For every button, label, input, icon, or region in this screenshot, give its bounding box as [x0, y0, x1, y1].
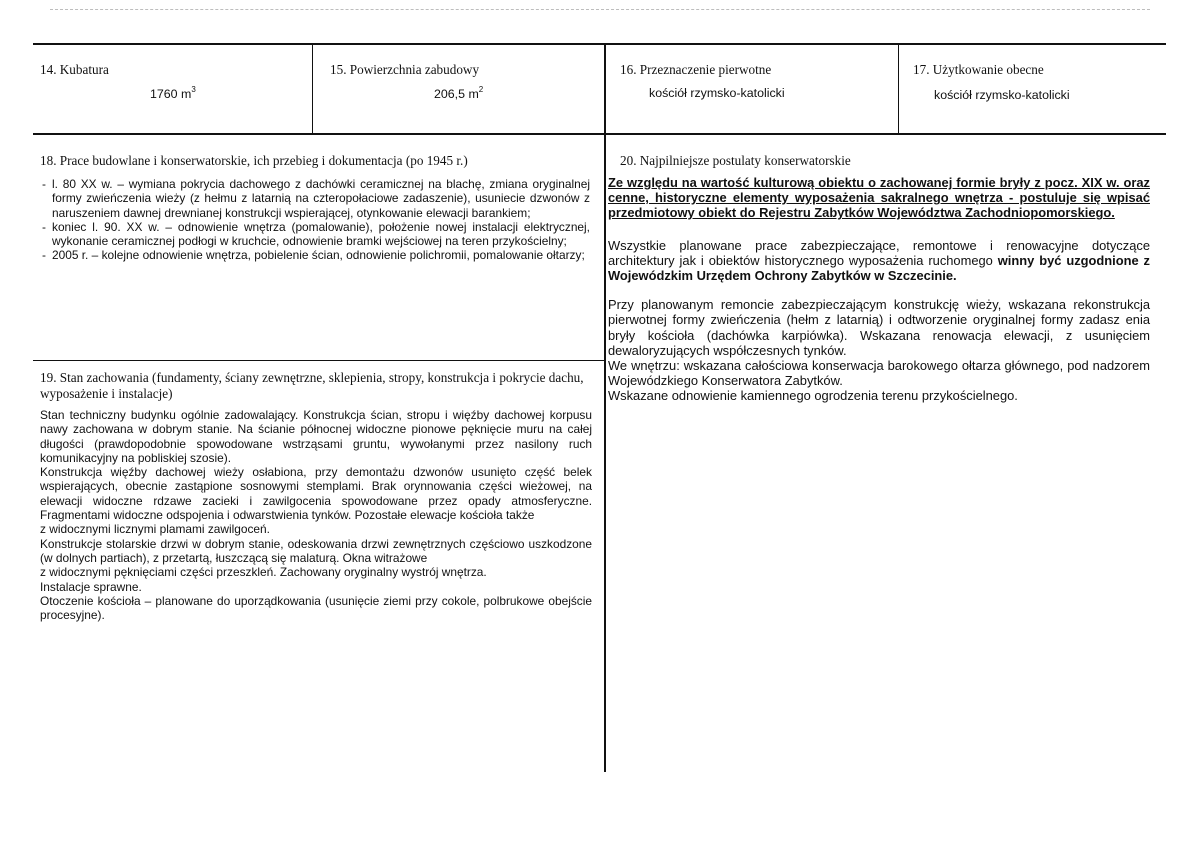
col-divider-3 — [898, 44, 899, 134]
col-divider-1 — [312, 44, 313, 134]
paragraph: z widocznymi licznymi plamami zawilgoceń. — [40, 522, 270, 537]
section18-list — [40, 177, 590, 263]
section19-title-text: 19. Stan zachowania (fundamenty, ściany zewnętrzne, sklepienia, stropy, konstrukcja i pokrycie dachu, wyposażenie i instalacje) — [40, 370, 584, 401]
postulate-paragraph-2-bold: winny być uzgodnione z Wojewódzkim Urzędem Ochrony Zabytków w Szczecinie. — [608, 252, 1150, 284]
przeznaczenie-value: kościół rzymsko-katolicki — [649, 86, 785, 100]
postulate-paragraph-2 — [608, 238, 1150, 284]
list-item: - l. 80 XX w. – wymiana pokrycia dachowego z dachówki ceramicznej na blachę, zmiana oryginalnej formy zwieńczenia wieży (z hełmu z latarnią na czteropołaciowe zadaszenie), usuniecie dzwonów z naruszeniem dawnej drewnianej konstrukcji wspierającej, otynkowanie elewacji barankiem; — [40, 177, 590, 220]
postulate-paragraph-3: Przy planowanym remoncie zabezpieczającym konstrukcję wieży, wskazana rekonstrukcja pierwotnej formy zwieńczenia (hełm z latarnią) i odtworzenie oryginalnej formy zadasz enia bryły kościoła (dachówka karpiówka). Wskazana renowacja elewacji, z usunięciem dewaloryzujących współczesnych tynków. — [608, 297, 1150, 358]
postulate-highlight: Ze względu na wartość kulturową obiektu o zachowanej formie bryły z pocz. XIX w. oraz cenne, historyczne elementy wyposażenia sakralnego wnętrza - postuluje się wpisać przedmiotowy obiekt do Rejestru Zabytków Województwa Zachodniopomorskiego. — [608, 175, 1150, 221]
uzytkowanie-value: kościół rzymsko-katolicki — [934, 88, 1070, 102]
scan-artifact-line — [50, 9, 1150, 11]
postulate-paragraph-2-text: Wszystkie planowane prace zabezpieczające, remontowe i renowacyjne dotyczące architektury jak i obiektów historycznego wyposażenia ruchomego — [608, 237, 1150, 268]
postulate-paragraph-5: Wskazane odnowienie kamiennego ogrodzenia terenu przykościelnego. — [608, 388, 1018, 404]
section19-title — [40, 370, 600, 402]
kubatura-value: 1760 $m^3$ — [150, 85, 196, 102]
section20-title: 20. Najpilniejsze postulaty konserwatorskie — [620, 153, 851, 168]
paragraph: Stan techniczny budynku ogólnie zadowalający. Konstrukcja ścian, stropu i więźby dachowej korpusu nawy zachowana w dobrym stanie. Na ścianie północnej widoczne pionowe pęknięcie muru na całej długości (prawdopodobnie spowodowane wstrząsami gruntu, wywołanymi przez nasilony ruch komunikacyjny na pobliskiej szosie). — [40, 408, 592, 465]
paragraph: Konstrukcja więźby dachowej wieży osłabiona, przy demontażu dzwonów usunięto część belek wspierających, obecnie zastąpione sosnowymi stemplami. Brak orynnowania części wieżowej, na elewacji widoczne rdzawe zacieki i zawilgocenia spowodowane przez opady atmosferyczne. Fragmentami widoczne odspojenia i odwarstwienia tynków. Pozostałe elewacje kościoła także — [40, 465, 592, 523]
paragraph: Konstrukcje stolarskie drzwi w dobrym stanie, odeskowania drzwi zewnętrznych częściowo uszkodzone (w dolnych partiach), z przetartą, łuszczącą się malaturą. Okna witrażowe — [40, 536, 592, 565]
uzytkowanie-label: 17. Użytkowanie obecne — [913, 62, 1044, 77]
list-item: - koniec l. 90. XX w. – odnowienie wnętrza (pomalowanie), położenie nowej instalacji elektrycznej, wykonanie ceramicznej podłogi w kruchcie, odnowienie bramki wejściowej na teren przykościelny; — [40, 220, 590, 249]
section20-body — [608, 175, 1150, 404]
section18-title: 18. Prace budowlane i konserwatorskie, ich przebieg i dokumentacja (po 1945 r.) — [40, 153, 468, 168]
list-item: - 2005 r. – kolejne odnowienie wnętrza, pobielenie ścian, odnowienie polichromii, pomalowanie ołtarzy; — [40, 248, 590, 262]
paragraph: Instalacje sprawne. — [40, 579, 142, 594]
kubatura-unit-sup: 3 — [191, 85, 196, 94]
powierzchnia-value: 206,5 $m^2$ — [434, 85, 484, 102]
section19-body — [40, 408, 592, 622]
postulate-paragraph-4: We wnętrzu: wskazana całościowa konserwacja barokowego ołtarza głównego, pod nadzorem Wojewódzkiego Konserwatora Zabytków. — [608, 358, 1150, 389]
paragraph: Otoczenie kościoła – planowane do uporządkowania (usunięcie ziemi przy cokole, polbrukowe obejście procesyjne). — [40, 593, 592, 623]
paragraph: z widocznymi pęknięciami części przeszkleń. Zachowany oryginalny wystrój wnętrza. — [40, 565, 487, 580]
kubatura-label: 14. Kubatura — [40, 62, 109, 77]
row-divider-19 — [33, 360, 605, 361]
powierzchnia-label: 15. Powierzchnia zabudowy — [330, 62, 480, 77]
col-divider-center — [604, 44, 606, 772]
row-divider-1 — [33, 133, 1166, 135]
table-top-border — [33, 43, 1166, 45]
przeznaczenie-label: 16. Przeznaczenie pierwotne — [620, 62, 772, 77]
powierzchnia-unit-sup: 2 — [478, 85, 484, 94]
